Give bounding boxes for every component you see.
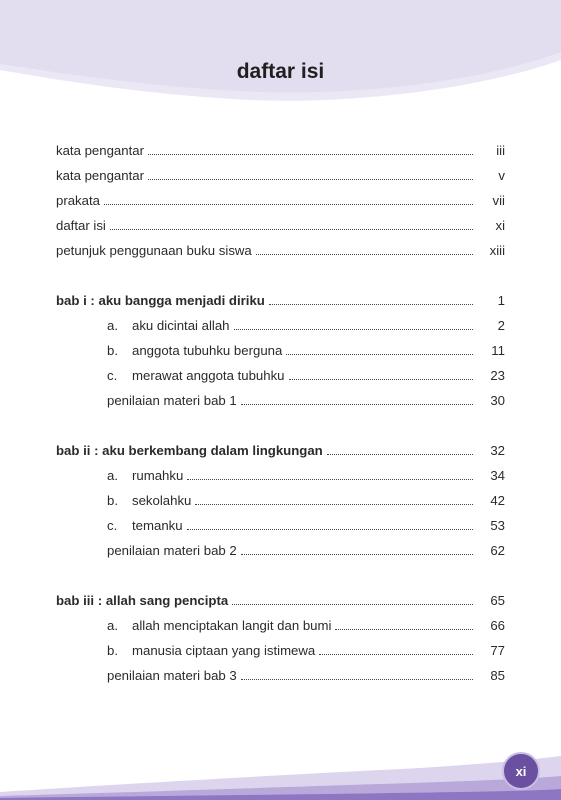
- toc-entry-label: petunjuk penggunaan buku siswa: [56, 243, 252, 258]
- toc-entry-label: kata pengantar: [56, 143, 144, 158]
- toc-page-number: 65: [490, 593, 505, 608]
- toc-entry-row[interactable]: [56, 313, 505, 338]
- toc-dot-leader: [148, 154, 473, 155]
- toc-entry-row[interactable]: [56, 388, 505, 413]
- toc-entry-row[interactable]: [56, 188, 505, 213]
- toc-entry-letter: b.: [107, 493, 118, 508]
- toc-dot-leader: [148, 179, 473, 180]
- toc-dot-leader: [104, 204, 473, 205]
- toc-page-number: 1: [497, 293, 505, 308]
- toc-entry-label: rumahku: [132, 468, 184, 483]
- toc-page-number: v: [498, 168, 505, 183]
- toc-dot-leader: [110, 229, 473, 230]
- toc-entry-label: manusia ciptaan yang istimewa: [132, 643, 316, 658]
- toc-dot-leader: [241, 404, 473, 405]
- toc-page-number: 23: [490, 368, 505, 383]
- toc-chapter-row[interactable]: [56, 288, 505, 313]
- toc-dot-leader: [187, 479, 473, 480]
- footer-wave-decoration: [0, 740, 561, 800]
- toc-chapter-row[interactable]: [56, 588, 505, 613]
- toc-dot-leader: [241, 679, 473, 680]
- toc-page-number: 66: [490, 618, 505, 633]
- toc-entry-letter: c.: [107, 518, 118, 533]
- toc-page-number: 2: [497, 318, 505, 333]
- toc-dot-leader: [335, 629, 473, 630]
- toc-page-number: 30: [490, 393, 505, 408]
- toc-entry-row[interactable]: [56, 638, 505, 663]
- toc-entry-row[interactable]: [56, 163, 505, 188]
- toc-dot-leader: [232, 604, 473, 605]
- toc-entry-label: penilaian materi bab 3: [107, 668, 237, 683]
- toc-entry-letter: a.: [107, 468, 118, 483]
- toc-page-number: iii: [496, 143, 505, 158]
- table-of-contents: [56, 138, 505, 688]
- toc-entry-label: penilaian materi bab 2: [107, 543, 237, 558]
- toc-entry-row[interactable]: [56, 663, 505, 688]
- toc-entry-label: aku dicintai allah: [132, 318, 230, 333]
- page-title: daftar isi: [236, 60, 325, 83]
- toc-entry-row[interactable]: [56, 363, 505, 388]
- toc-page-number: 85: [490, 668, 505, 683]
- toc-entry-label: daftar isi: [56, 218, 106, 233]
- toc-dot-leader: [187, 529, 473, 530]
- toc-entry-row[interactable]: [56, 238, 505, 263]
- toc-entry-row[interactable]: [56, 488, 505, 513]
- toc-dot-leader: [234, 329, 473, 330]
- toc-entry-label: penilaian materi bab 1: [107, 393, 237, 408]
- toc-entry-label: allah menciptakan langit dan bumi: [132, 618, 332, 633]
- toc-entry-label: bab i : aku bangga menjadi diriku: [56, 293, 265, 308]
- toc-entry-row[interactable]: [56, 338, 505, 363]
- toc-entry-letter: b.: [107, 643, 118, 658]
- toc-entry-letter: a.: [107, 618, 118, 633]
- toc-entry-letter: b.: [107, 343, 118, 358]
- toc-entry-row[interactable]: [56, 138, 505, 163]
- page-number-badge: xi: [502, 752, 540, 790]
- toc-dot-leader: [195, 504, 473, 505]
- toc-entry-label: kata pengantar: [56, 168, 144, 183]
- toc-entry-letter: a.: [107, 318, 118, 333]
- toc-dot-leader: [286, 354, 473, 355]
- toc-entry-row[interactable]: [56, 538, 505, 563]
- toc-entry-label: bab ii : aku berkembang dalam lingkungan: [56, 443, 323, 458]
- toc-entry-row[interactable]: [56, 213, 505, 238]
- toc-entry-label: sekolahku: [132, 493, 192, 508]
- toc-chapter-row[interactable]: [56, 438, 505, 463]
- toc-dot-leader: [289, 379, 474, 380]
- toc-page-number: 42: [490, 493, 505, 508]
- toc-dot-leader: [319, 654, 473, 655]
- toc-entry-label: prakata: [56, 193, 100, 208]
- toc-entry-label: bab iii : allah sang pencipta: [56, 593, 229, 608]
- toc-entry-letter: c.: [107, 368, 118, 383]
- toc-dot-leader: [327, 454, 473, 455]
- toc-page-number: 34: [490, 468, 505, 483]
- toc-page-number: 32: [490, 443, 505, 458]
- toc-dot-leader: [241, 554, 473, 555]
- toc-entry-label: anggota tubuhku berguna: [132, 343, 283, 358]
- toc-page-number: 77: [490, 643, 505, 658]
- toc-dot-leader: [269, 304, 473, 305]
- toc-entry-row[interactable]: [56, 613, 505, 638]
- toc-page-number: 11: [491, 343, 505, 358]
- toc-page-number: vii: [492, 193, 505, 208]
- toc-dot-leader: [256, 254, 473, 255]
- toc-page-number: 62: [490, 543, 505, 558]
- toc-page-number: 53: [490, 518, 505, 533]
- toc-page-number: xi: [495, 218, 505, 233]
- toc-entry-label: merawat anggota tubuhku: [132, 368, 285, 383]
- toc-entry-label: temanku: [132, 518, 183, 533]
- toc-entry-row[interactable]: [56, 513, 505, 538]
- toc-page-number: xiii: [489, 243, 505, 258]
- toc-entry-row[interactable]: [56, 463, 505, 488]
